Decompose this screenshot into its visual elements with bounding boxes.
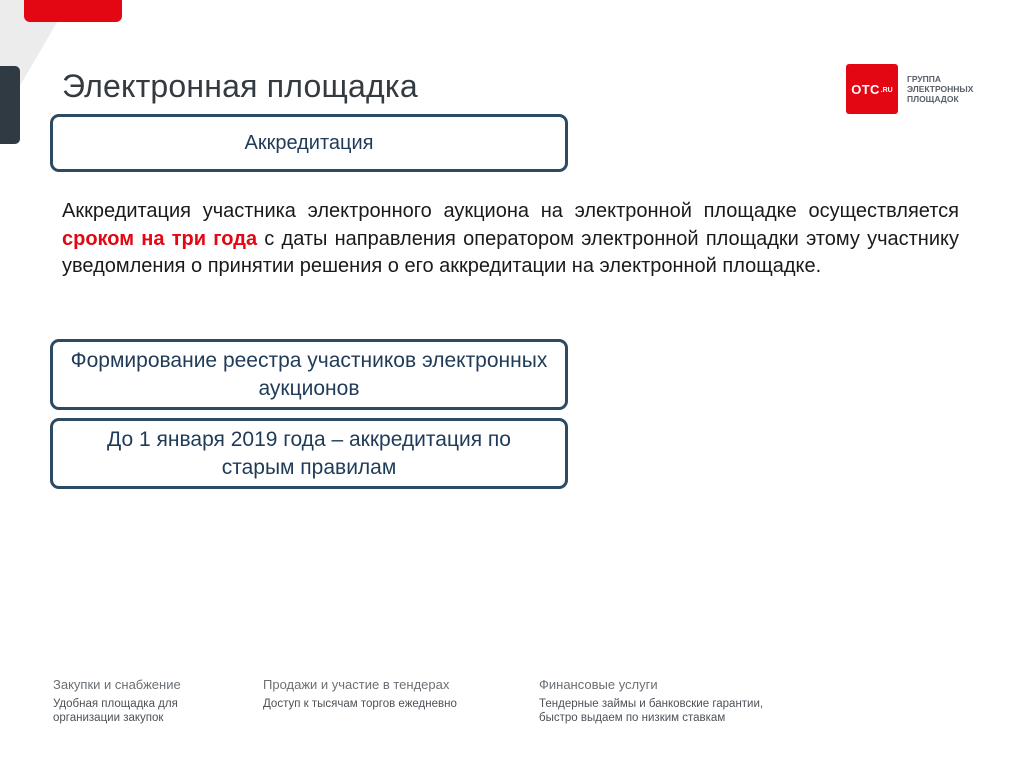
logo-caption: ГРУППА ЭЛЕКТРОННЫХ ПЛОЩАДОК [907, 74, 974, 104]
deadline-label: До 1 января 2019 года – аккредитация по старым правилам [107, 427, 511, 479]
deadline-box [50, 418, 568, 489]
registry-box [50, 339, 568, 410]
accreditation-description [62, 198, 959, 281]
footer-column-finance [539, 677, 769, 725]
company-logo [846, 64, 987, 114]
page-title: Электронная площадка [62, 68, 418, 104]
footer-column-procurement [53, 677, 223, 725]
accreditation-box [50, 114, 568, 172]
red-tab-decoration [24, 0, 122, 22]
footer-column-sales [263, 677, 483, 711]
highlighted-term: сроком на три года [62, 227, 258, 250]
logo-suffix-text: .RU [880, 86, 893, 94]
footer-description: Тендерные займы и банковские гарантии, [539, 698, 764, 710]
body-text-part1: Аккредитация участника электронного аукциона на электронной площадке осуществляется [62, 200, 959, 222]
footer-description-line2: быстро выдаем по низким ставкам [539, 712, 726, 724]
logo-main-text: ОТС [851, 81, 880, 97]
registry-label: Формирование реестра участников электронных аукционов [70, 348, 548, 400]
body-text-part2: с даты направления оператором электронной площадки этому участнику уведомления о принятии решения о его аккредитации на электронной площадке. [62, 227, 959, 277]
footer-title: Финансовые услуги [539, 677, 658, 692]
footer-title: Продажи и участие в тендерах [263, 677, 450, 692]
accreditation-label: Аккредитация [244, 132, 374, 154]
side-tab-decoration [0, 66, 20, 144]
footer-description: Доступ к тысячам торгов ежедневно [263, 698, 457, 710]
footer-description: Удобная площадка для организации закупок [53, 698, 178, 724]
logo-mark [846, 64, 898, 114]
footer-title: Закупки и снабжение [53, 677, 181, 692]
